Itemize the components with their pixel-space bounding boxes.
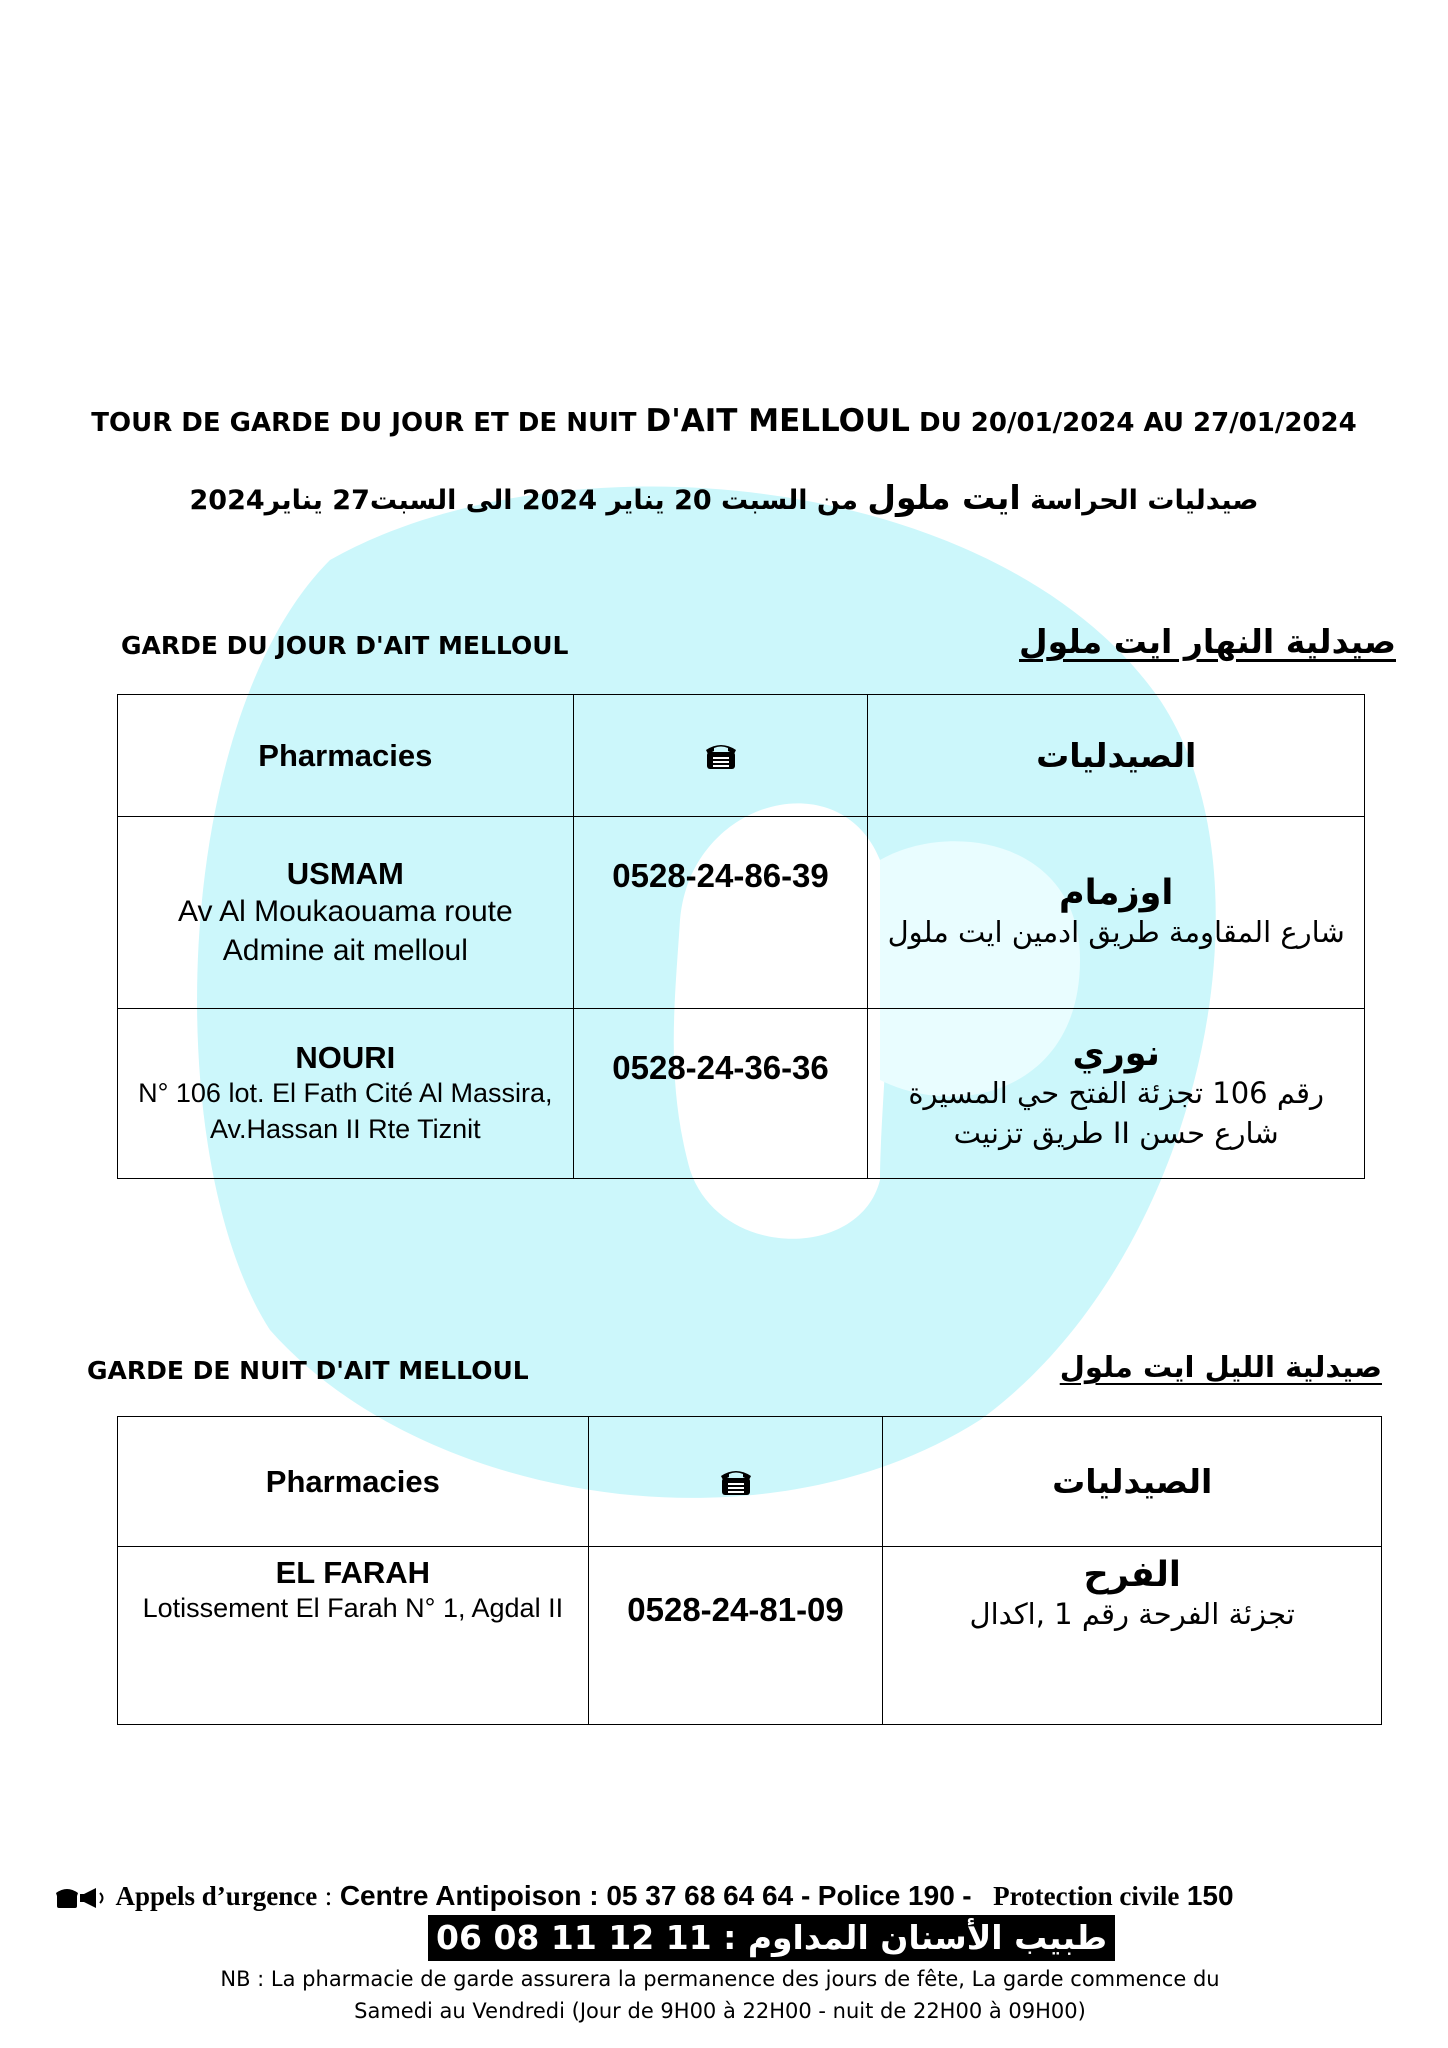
pharmacy-name: USMAM [286, 855, 404, 891]
day-section-title-fr: GARDE DU JOUR D'AIT MELLOUL [121, 631, 569, 660]
emergency-colon: : [324, 1881, 333, 1911]
pharmacy-address-ar: شارع المقاومة طريق ادمين ايت ملول [887, 914, 1345, 949]
pharmacy-phone[interactable]: 0528-24-36-36 [612, 1049, 829, 1086]
pharmacy-address-ar: تجزئة الفرحة رقم 1 ,اكدال [969, 1597, 1295, 1631]
day-section-title-ar: صيدلية النهار ايت ملول [1019, 622, 1396, 661]
note [120, 1964, 1320, 2027]
pharmacy-name: EL FARAH [275, 1555, 431, 1590]
phone-cell [573, 817, 868, 1009]
emergency-line [56, 1880, 1396, 1912]
title-ar-part2: من السبت 20 يناير 2024 الى السبت27 يناير2024 [189, 485, 858, 516]
table-row [118, 817, 1365, 1009]
title-fr-city: D'AIT MELLOUL [645, 403, 910, 439]
pharmacy-phone[interactable]: 0528-24-81-09 [627, 1591, 844, 1628]
phone-megaphone-icon [56, 1885, 108, 1911]
telephone-icon [704, 739, 738, 773]
pharmacy-address-ar: رقم 106 تجزئة الفتح حي المسيرة شارع حسن II طريق تزنيت [908, 1076, 1325, 1150]
night-section-title-ar: صيدلية الليل ايت ملول [1059, 1350, 1382, 1384]
table-header-row [118, 695, 1365, 817]
civil-protection-label: Protection civile [993, 1881, 1180, 1911]
header-phone [573, 695, 868, 817]
pharmacy-name-ar: نوري [1072, 1034, 1160, 1075]
header-phone [588, 1417, 883, 1547]
pharmacy-cell-ar [868, 1009, 1365, 1179]
telephone-icon [719, 1465, 753, 1499]
header-pharmacies: Pharmacies [118, 695, 574, 817]
pharmacy-name-ar: الفرح [1083, 1555, 1181, 1595]
note-line-2: Samedi au Vendredi (Jour de 9H00 à 22H00 - nuit de 22H00 à 09H00) [354, 1998, 1086, 2023]
page-title-ar [60, 478, 1388, 517]
pharmacy-name-ar: اوزمام [1059, 872, 1174, 913]
antipoison-number[interactable]: Centre Antipoison : 05 37 68 64 64 - [339, 1880, 811, 1911]
pharmacy-cell-ar [883, 1547, 1382, 1725]
note-line-1: NB : La pharmacie de garde assurera la permanence des jours de fête, La garde commence du [220, 1967, 1220, 1991]
pharmacy-phone[interactable]: 0528-24-86-39 [612, 857, 829, 894]
pharmacy-name: NOURI [295, 1040, 396, 1076]
header-pharmacies-ar: الصيدليات [883, 1417, 1382, 1547]
civil-protection-number[interactable]: 150 [1186, 1880, 1234, 1911]
emergency-label: Appels d’urgence [115, 1881, 318, 1911]
title-fr-part1: TOUR DE GARDE DU JOUR ET DE NUIT [91, 408, 637, 438]
page-title-fr [60, 403, 1388, 439]
night-section-title-fr: GARDE DE NUIT D'AIT MELLOUL [87, 1356, 529, 1385]
header-pharmacies: Pharmacies [118, 1417, 589, 1547]
phone-cell [573, 1009, 868, 1179]
separator: - [962, 1880, 972, 1911]
dentist-on-duty: طبيب الأسنان المداوم : 11 12 11 08 06 [428, 1915, 1115, 1961]
pharmacy-address: N° 106 lot. El Fath Cité Al Massira, Av.Hassan II Rte Tiznit [138, 1078, 553, 1144]
table-row [118, 1009, 1365, 1179]
pharmacy-address: Lotissement El Farah N° 1, Agdal II [142, 1593, 564, 1623]
pharmacy-cell [118, 1547, 589, 1725]
title-ar-city: ايت ملول [867, 478, 1021, 517]
pharmacy-address: Av Al Moukaouama route Admine ait melloul [178, 894, 513, 967]
night-pharmacy-table [117, 1416, 1382, 1725]
pharmacy-cell-ar [868, 817, 1365, 1009]
police-number[interactable]: Police 190 [817, 1880, 955, 1911]
table-header-row [118, 1417, 1382, 1547]
title-ar-part1: صيدليات الحراسة [1030, 485, 1259, 516]
phone-cell [588, 1547, 883, 1725]
table-row [118, 1547, 1382, 1725]
day-pharmacy-table [117, 694, 1365, 1179]
pharmacy-cell [118, 1009, 574, 1179]
title-fr-part2: DU 20/01/2024 AU 27/01/2024 [919, 408, 1357, 438]
header-pharmacies-ar: الصيدليات [868, 695, 1365, 817]
pharmacy-cell [118, 817, 574, 1009]
